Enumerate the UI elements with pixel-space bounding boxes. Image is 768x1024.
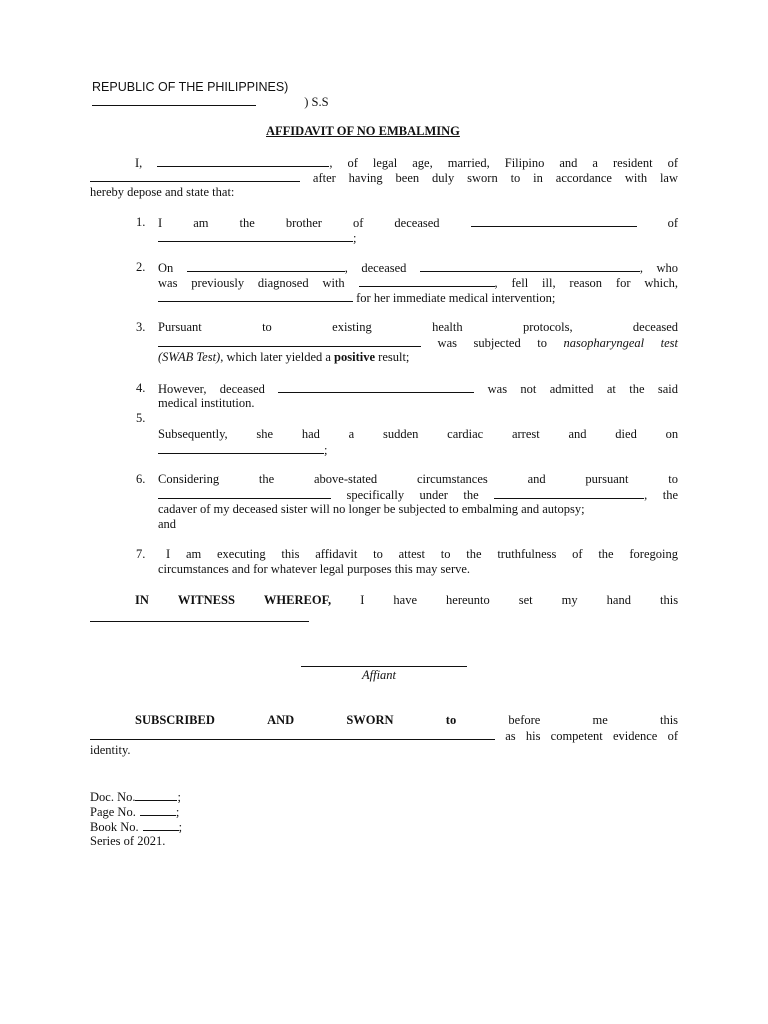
witness-line [135, 593, 678, 608]
word: died [615, 427, 637, 441]
deceased-blank [420, 260, 640, 272]
word: I [360, 593, 365, 607]
punct: ; [353, 231, 357, 245]
item-1-number: 1. [136, 215, 146, 229]
subscribed-line-3: identity. [90, 743, 131, 757]
republic-line [92, 80, 288, 95]
word: , deceased [344, 261, 407, 275]
intro-text-1: , of legal age, married, Filipino and a resident of [329, 156, 679, 170]
subscribed-line-1 [135, 713, 678, 728]
word: the [258, 472, 275, 486]
venue-blank [92, 94, 256, 106]
deceased-blank-2 [278, 381, 474, 393]
subscribed-line-2 [90, 728, 678, 744]
word: positive [334, 350, 376, 364]
item-3-line-2 [158, 335, 678, 351]
word: arrest [511, 427, 540, 441]
word: hereunto [446, 593, 490, 607]
item-2-line-2 [158, 275, 678, 291]
word: sudden [382, 427, 419, 441]
sworn-date-blank [90, 728, 495, 740]
book-no-label: Book No. [90, 820, 139, 834]
word: this [659, 713, 679, 727]
series-line: Series of 2021. [90, 834, 166, 848]
affiant-text: Affiant [362, 668, 397, 682]
word: am [193, 216, 209, 230]
word: I am executing this affidavit to attest to the truthfulness of the foregoing [166, 547, 678, 561]
word: me [592, 713, 608, 727]
item-7-number: 7. [136, 547, 146, 561]
word: result; [378, 350, 410, 364]
page-title: AFFIDAVIT OF NO EMBALMING [266, 124, 460, 138]
affiant-signature-line [301, 666, 467, 667]
item-5-line-2 [158, 442, 327, 458]
item-2-number: 2. [136, 260, 146, 274]
word: deceased [632, 320, 679, 334]
word: , fell ill, reason for which, [494, 276, 679, 290]
word: I [158, 216, 163, 230]
intro-line-1 [135, 155, 678, 171]
word: a [348, 427, 355, 441]
death-date-blank [158, 442, 324, 454]
word: Pursuant [158, 320, 202, 334]
item-6-line-1 [158, 472, 678, 487]
punct: ; [324, 443, 328, 457]
word: above-stated [313, 472, 378, 486]
word: and [568, 427, 587, 441]
affiant-label [362, 668, 396, 683]
intro-line-3: hereby depose and state that: [90, 185, 235, 199]
reason-blank [158, 290, 353, 302]
word: existing [332, 320, 372, 334]
intro-text-2: after having been duly sworn to in accordance with law [312, 171, 679, 185]
word: hand [606, 593, 631, 607]
item-5-number: 5. [136, 411, 146, 425]
deceased-name-blank [471, 215, 637, 227]
item-6-line-2 [158, 487, 678, 503]
word: cardiac [447, 427, 484, 441]
word: on [665, 427, 679, 441]
punct: ; [175, 805, 180, 819]
word: WITNESS [177, 593, 235, 607]
item-1-line-2 [158, 230, 356, 246]
word: , the [644, 488, 679, 502]
item-2-line-1 [158, 260, 678, 276]
address-blank [158, 230, 353, 242]
section-blank [494, 487, 644, 499]
word: this [660, 593, 679, 607]
book-no-line [90, 819, 182, 835]
word: as his competent evidence of [505, 729, 678, 743]
witness-date-blank [90, 621, 309, 622]
venue-line [92, 94, 329, 110]
item-3-line-3 [158, 350, 409, 365]
word: (SWAB Test) [158, 350, 221, 364]
word: brother [285, 216, 322, 230]
word: health [432, 320, 463, 334]
word: SWORN [346, 713, 394, 727]
word: and [527, 472, 546, 486]
item-1-line-1 [158, 215, 678, 231]
name-blank [157, 155, 329, 167]
word: Considering [158, 472, 220, 486]
word: IN [135, 593, 149, 607]
word: deceased [394, 216, 440, 230]
punct: ; [177, 790, 181, 804]
word: pursuant [585, 472, 629, 486]
word: she [256, 427, 274, 441]
word: the [239, 216, 255, 230]
residence-blank [90, 170, 300, 182]
word: to [668, 472, 679, 486]
word: was previously diagnosed with [158, 276, 345, 290]
item-3-number: 3. [136, 320, 146, 334]
page-no-label: Page No. [90, 805, 136, 819]
page-no-line [90, 804, 179, 820]
word: my [561, 593, 578, 607]
word: Subsequently, [158, 427, 228, 441]
diagnosis-blank [359, 275, 495, 287]
punct: ; [178, 820, 183, 834]
book-no-blank [143, 819, 179, 831]
intro-i: I, [135, 156, 143, 170]
word: had [301, 427, 320, 441]
word: , who [639, 261, 679, 275]
doc-no-blank [135, 789, 177, 801]
word: of [667, 216, 679, 230]
item-6-line-3: cadaver of my deceased sister will no longer be subjected to embalming and autopsy; [158, 502, 585, 516]
page-no-blank [140, 804, 176, 816]
regulation-blank [158, 487, 331, 499]
doc-no-label: Doc. No. [90, 790, 136, 804]
word: However, deceased [158, 382, 265, 396]
item-2-line-3 [158, 290, 555, 306]
hospital-blank [158, 335, 421, 347]
item-3-line-1 [158, 320, 678, 335]
word: was subjected to [437, 336, 547, 350]
date-blank [187, 260, 345, 272]
item-7-line-1 [166, 547, 678, 562]
word: to [262, 320, 272, 334]
word: specifically under the [346, 488, 479, 502]
item-6-line-4: and [158, 517, 177, 531]
republic-text: REPUBLIC OF THE PHILIPPINES) [92, 80, 289, 94]
item-6-number: 6. [136, 472, 146, 486]
word: , which later yielded a [220, 350, 331, 364]
word: to [445, 713, 457, 727]
word: On [158, 261, 174, 275]
doc-no-line [90, 789, 181, 805]
word: circumstances [416, 472, 488, 486]
word: WHEREOF, [263, 593, 332, 607]
ss-text: ) S.S [304, 95, 329, 109]
item-4-line-2: medical institution. [158, 396, 255, 410]
item-7-line-2: circumstances and for whatever legal purposes this may serve. [158, 562, 471, 576]
word: set [518, 593, 533, 607]
word: before [508, 713, 541, 727]
intro-line-2 [90, 170, 678, 186]
item-5-line-1 [158, 427, 678, 442]
word: nasopharyngeal test [563, 336, 678, 350]
word: protocols, [522, 320, 573, 334]
item-4-number: 4. [136, 381, 146, 395]
word: of [352, 216, 364, 230]
word: was not admitted at the said [487, 382, 678, 396]
word: AND [267, 713, 295, 727]
word: for her immediate medical intervention; [356, 291, 556, 305]
word: have [393, 593, 417, 607]
word: SUBSCRIBED [135, 713, 215, 727]
item-4-line-1 [158, 381, 678, 397]
